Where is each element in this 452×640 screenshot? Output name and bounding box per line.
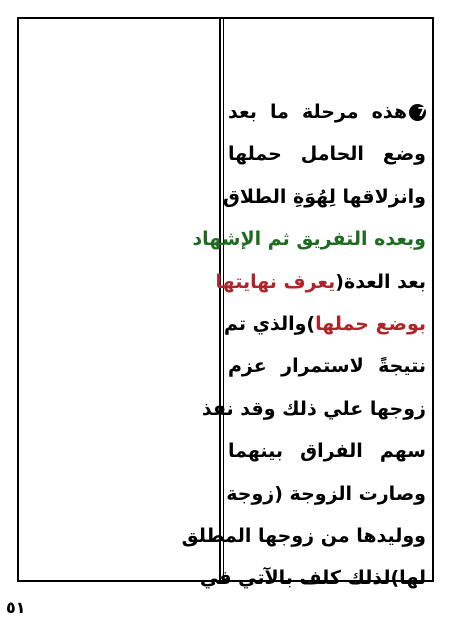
text-line-11: ووليدها من زوجها المطلق — [181, 524, 426, 547]
item-number-badge: 7 — [409, 104, 426, 121]
text-line-2: وضع الحامل حملها — [228, 143, 426, 166]
page-number: ٥١ — [6, 598, 26, 617]
text-column — [181, 19, 432, 590]
text-line-5 — [215, 261, 426, 303]
text-line-7: نتيجةً لاستمرار عزم — [228, 355, 426, 378]
text-line-5-highlight: يعرف نهايتها — [215, 270, 336, 293]
text-line-6-highlight: بوضع حملها — [315, 312, 426, 335]
text-line-1-content: هذه مرحلة ما بعد — [228, 101, 407, 123]
paragraph — [181, 91, 426, 600]
text-line-6-end: )والذي تم — [223, 312, 316, 335]
table-frame — [17, 17, 434, 590]
text-line-3: وانزلاقها لِهُوَةِ الطلاق — [222, 185, 426, 208]
text-line-1 — [228, 91, 426, 133]
text-line-4: وبعده التفريق ثم الإشهاد — [192, 228, 426, 251]
empty-left-column — [19, 19, 221, 580]
text-line-8: زوجها علي ذلك وقد نفذ — [201, 397, 426, 420]
text-line-5-start: بعد العدة( — [335, 270, 426, 293]
text-line-12: لها)لذلك كلف بالآتي في — [199, 567, 426, 590]
text-line-10: وصارت الزوجة (زوجة — [226, 482, 426, 505]
text-line-6 — [223, 303, 426, 345]
text-line-9: سهم الفراق بينهما — [228, 440, 426, 463]
